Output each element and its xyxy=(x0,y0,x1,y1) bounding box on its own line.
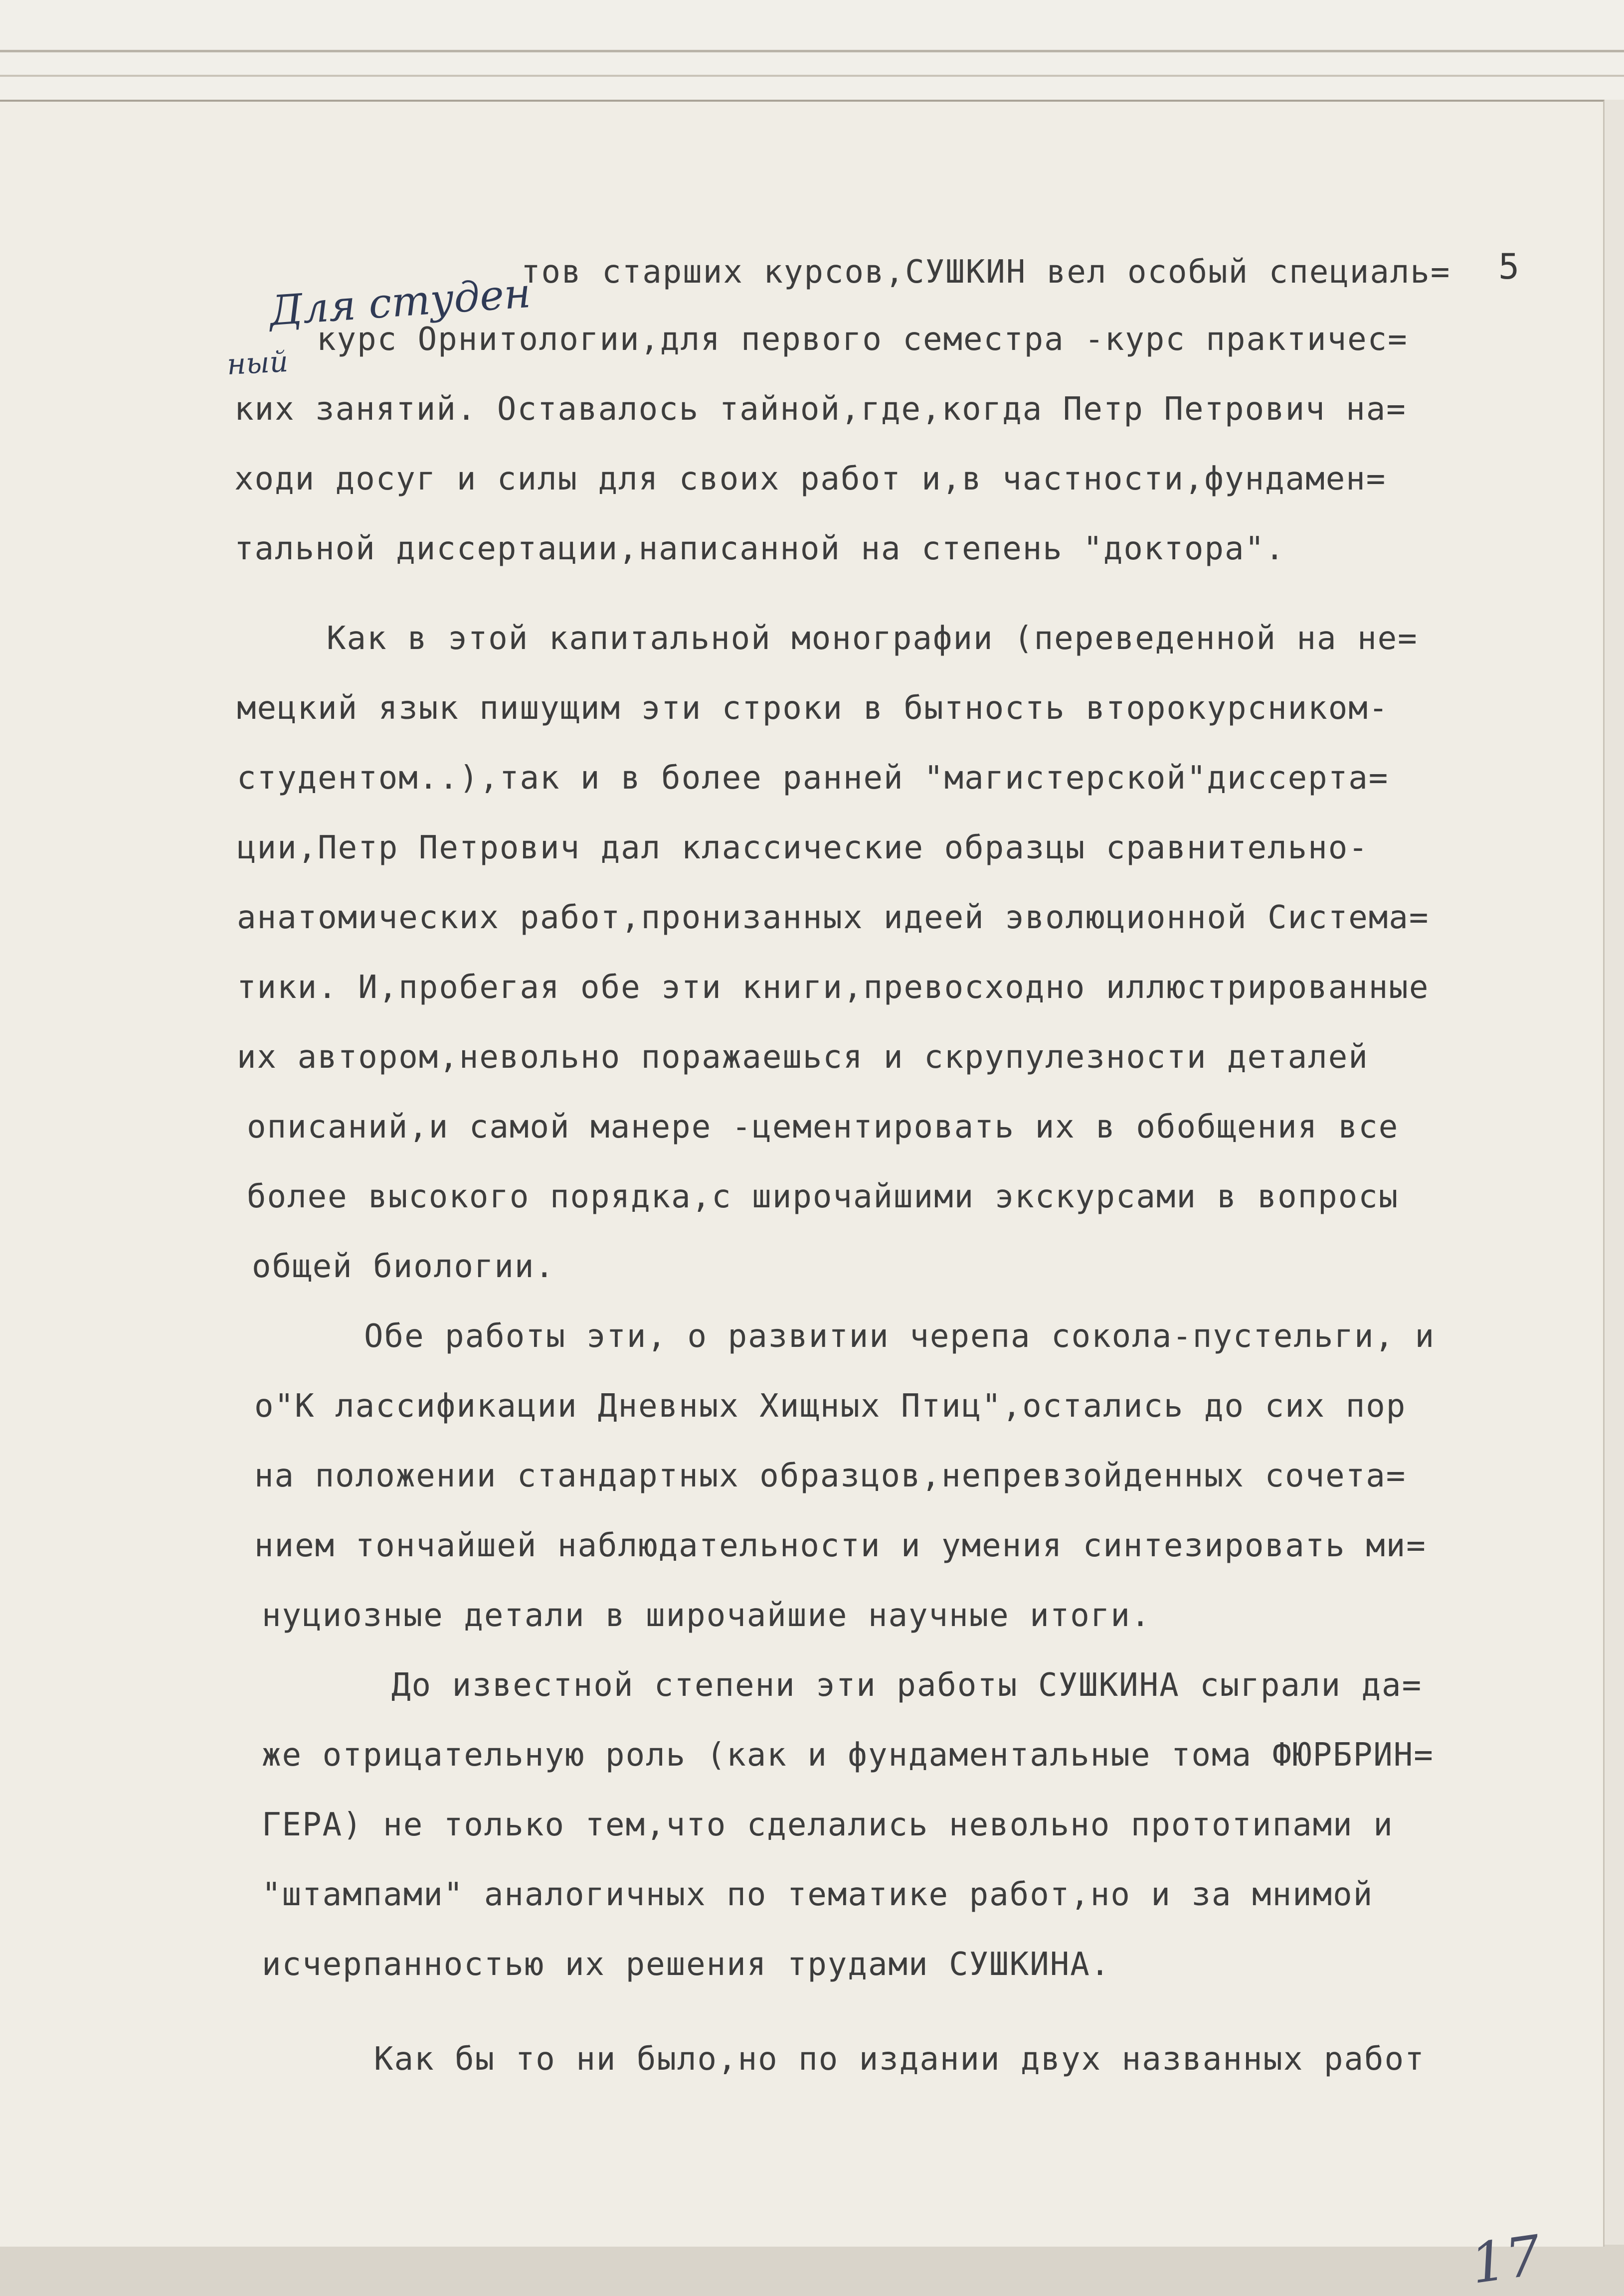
text-line: анатомических работ,пронизанных идеей эволюционной Система= xyxy=(237,899,1430,936)
text-line: тики. И,пробегая обе эти книги,превосходно иллюстрированные xyxy=(237,969,1430,1006)
text-line: мецкий язык пишущим эти строки в бытность второкурсником- xyxy=(237,690,1389,727)
text-line: ходи досуг и силы для своих работ и,в частности,фундамен= xyxy=(234,461,1387,497)
text-line: тов старших курсов,СУШКИН вел особый специаль= xyxy=(521,254,1451,291)
sheet-edge xyxy=(0,75,1624,77)
text-line: Как бы то ни было,но по издании двух названных работ xyxy=(374,2041,1425,2078)
text-line: студентом..),так и в более ранней "магистерской"диссерта= xyxy=(237,760,1389,797)
text-line: тальной диссертации,написанной на степень "доктора". xyxy=(234,530,1285,567)
text-line: нуциозные детали в широчайшие научные итоги. xyxy=(262,1597,1151,1634)
handwritten-insertion: ный xyxy=(226,344,289,382)
text-line: на положении стандартных образцов,непревзойденных сочета= xyxy=(254,1458,1407,1494)
sheet-edge xyxy=(0,50,1624,52)
text-line: нием тончайшей наблюдательности и умения синтезировать ми= xyxy=(254,1527,1427,1564)
text-line: Как в этой капитальной монографии (переведенной на не= xyxy=(327,620,1418,657)
text-line: "штампами" аналогичных по тематике работ,но и за мнимой xyxy=(262,1876,1374,1913)
handwritten-insertion: Для студен xyxy=(268,269,533,335)
text-line: курс Орнитологии,для первого семестра -курс практичес= xyxy=(317,321,1408,358)
text-line: же отрицательную роль (как и фундаментальные тома ФЮРБРИН= xyxy=(262,1737,1434,1774)
typewritten-page xyxy=(0,100,1605,2296)
text-line: До известной степени эти работы СУШКИНА сыграли да= xyxy=(391,1667,1423,1704)
handwritten-sheet-number: 17 xyxy=(1466,2223,1545,2296)
page-number: 5 xyxy=(1498,246,1520,287)
text-line: описаний,и самой манере -цементировать их в обобщения все xyxy=(247,1109,1399,1146)
text-line: ции,Петр Петрович дал классические образцы сравнительно- xyxy=(237,829,1369,866)
text-line: ГЕРА) не только тем,что сделались невольно прототипами и xyxy=(262,1806,1394,1843)
text-line: Обе работы эти, о развитии черепа сокола-пустельги, и xyxy=(364,1318,1436,1355)
text-line: ких занятий. Оставалось тайной,где,когда Петр Петрович на= xyxy=(234,391,1407,428)
text-line: исчерпанностью их решения трудами СУШКИНА. xyxy=(262,1946,1111,1983)
text-line: общей биологии. xyxy=(252,1248,555,1285)
text-line: более высокого порядка,с широчайшими экскурсами в вопросы xyxy=(247,1178,1399,1215)
text-line: о"К лассификации Дневных Хищных Птиц",остались до сих пор xyxy=(254,1388,1407,1425)
text-line: их автором,невольно поражаешься и скрупулезности деталей xyxy=(237,1039,1369,1076)
